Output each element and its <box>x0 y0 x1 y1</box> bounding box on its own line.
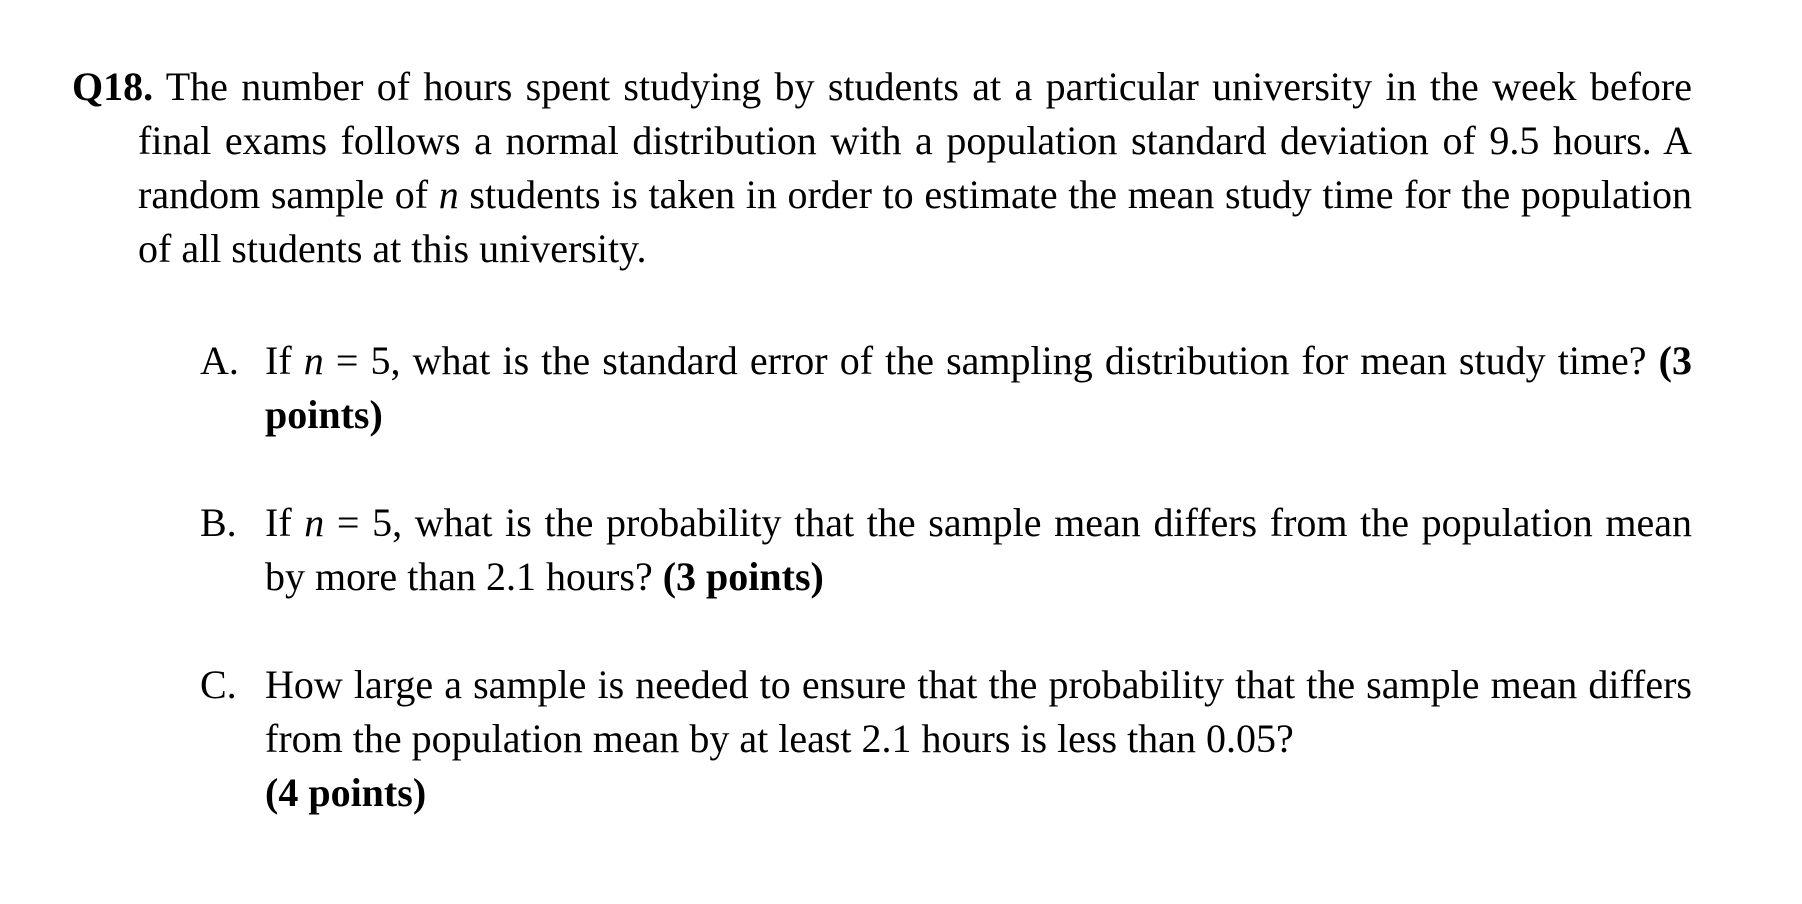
question-number: Q18. <box>72 64 154 109</box>
question-stem <box>72 60 1692 276</box>
part-b-text-after: = 5, what is the probability that the sample mean differs from the population mean by more than 2.1 hours? <box>265 500 1692 599</box>
part-c <box>72 658 1692 820</box>
part-b-letter: B. <box>200 500 237 545</box>
stem-variable-n: n <box>438 172 459 217</box>
question-block <box>72 60 1692 820</box>
part-c-text-main: How large a sample is needed to ensure that the probability that the sample mean differs from the population mean by at least 2.1 hours is less than 0.05? <box>265 662 1692 761</box>
part-c-letter: C. <box>200 662 237 707</box>
part-a-text <box>265 334 1692 442</box>
part-b-points: (3 points) <box>662 554 824 599</box>
part-a-text-after: = 5, what is the standard error of the sampling distribution for mean study time? <box>323 338 1659 383</box>
part-a-letter: A. <box>200 338 239 383</box>
part-b-variable-n: n <box>304 500 325 545</box>
part-a-points: (3 points) <box>265 338 1692 437</box>
part-c-text <box>265 658 1692 820</box>
stem-text-part2: students is taken in order to estimate the mean study time for the population of all students at this university. <box>138 172 1692 271</box>
stem-text-part1: The number of hours spent studying by students at a particular university in the week before final exams follows a normal distribution with a population standard deviation of 9.5 hours. A random sample of <box>138 64 1692 217</box>
part-a-text-before: If <box>265 338 304 383</box>
part-c-points: (4 points) <box>265 770 427 815</box>
part-a <box>72 334 1692 442</box>
part-b <box>72 496 1692 604</box>
question-parts-list <box>72 334 1692 820</box>
part-b-text <box>265 496 1692 604</box>
part-a-variable-n: n <box>303 338 324 383</box>
part-b-text-before: If <box>265 500 305 545</box>
